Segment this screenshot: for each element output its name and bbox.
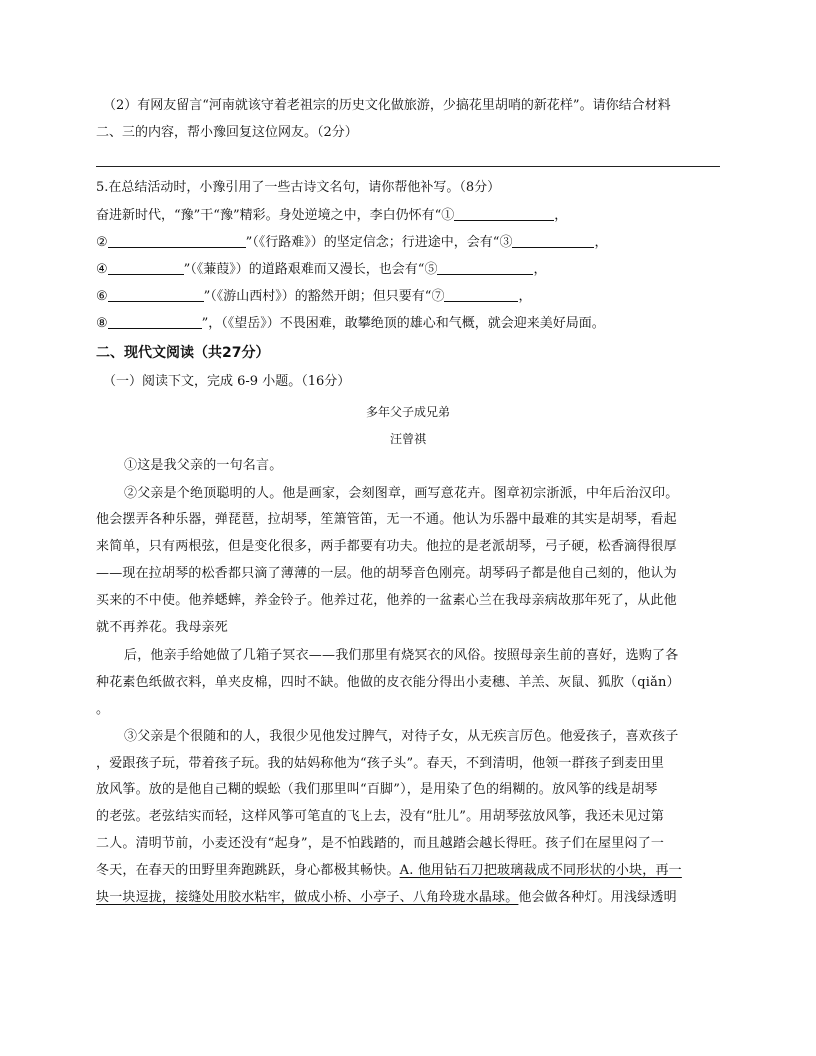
- q4-2-line2: 二、三的内容，帮小豫回复这位网友。（2分）: [96, 125, 358, 140]
- p3-line4: 的老弦。老弦结实而轻，这样风筝可笔直的飞上去，没有“肚儿”。用胡琴弦放风筝，我还未见过第: [96, 809, 665, 824]
- q5-row3-text: ”（《蒹葭》）的道路艰难而又漫长，也会有“⑤: [183, 262, 438, 277]
- blank-8[interactable]: [108, 314, 202, 329]
- p2-line4: ——现在拉胡琴的松香都只滴了薄薄的一层。他的胡琴音色刚亮。胡琴码子都是他自己刻的，他认为: [96, 566, 677, 581]
- p2-line7: 后，他亲手给她做了几箱子冥衣——我们那里有烧冥衣的风俗。按照母亲生前的喜好，选购了各: [124, 648, 679, 663]
- paragraph-1: ①这是我父亲的一句名言。: [124, 458, 283, 473]
- section-heading: 二、现代文阅读（共27分）: [96, 345, 270, 361]
- q5-row2: [96, 233, 607, 253]
- blank-4[interactable]: [108, 260, 184, 275]
- q5-row3-punct: ，: [533, 262, 547, 277]
- p2-line6: 就不再养花。我母亲死: [96, 620, 229, 635]
- p3-line2: ，爱跟孩子玩，带着孩子玩。我的姑妈称他为“孩子头”。春天，不到清明，他领一群孩子到麦田里: [96, 756, 665, 771]
- q5-row1: [96, 206, 567, 226]
- q5-row2-text: ”（《行路难》）的坚定信念；行进途中，会有“③: [245, 235, 513, 250]
- p3-line6: [96, 861, 682, 881]
- p3-line5: 二人。清明节前，小麦还没有“起身”，是不怕践踏的，而且越踏会越长得旺。孩子们在屋里闷了一: [96, 836, 665, 851]
- blank-3[interactable]: [512, 233, 594, 248]
- q5-row5: [96, 314, 605, 334]
- blank-6[interactable]: [108, 287, 204, 302]
- p2-line2: 他会摆弄各种乐器，弹琵琶，拉胡琴，笙箫管笛，无一不通。他认为乐器中最难的其实是胡琴，看起: [96, 512, 677, 527]
- section-sub: （一）阅读下文，完成 6-9 小题。（16分）: [103, 374, 351, 389]
- article-author: 汪曾祺: [389, 432, 426, 446]
- q5-row3: [96, 260, 546, 280]
- article-title: 多年父子成兄弟: [365, 405, 450, 419]
- answer-line[interactable]: [96, 166, 720, 167]
- q5-row1-text: 奋进新时代，“豫”干“豫”精彩。身处逆境之中，李白仍怀有“①: [96, 208, 455, 223]
- blank-5[interactable]: [437, 260, 533, 275]
- q5-row2-num: ②: [96, 235, 108, 250]
- q5-row4-punct: ，: [518, 289, 532, 304]
- p2-line8: 种花素色纸做衣料，单夹皮棉，四时不缺。他做的皮衣能分得出小麦穗、羊羔、灰鼠、狐肷（qiǎn）: [96, 675, 680, 690]
- p2-line3: 来简单，只有两根弦，但是变化很多，两手都要有功夫。他拉的是老派胡琴，弓子硬，松香滴得很厚: [96, 539, 677, 554]
- q5-row4: [96, 287, 531, 307]
- q5-row5-text: ”，（《望岳》）不畏困难，敢攀绝顶的雄心和气概，就会迎来美好局面。: [201, 316, 605, 331]
- p2-line9: 。: [96, 702, 110, 717]
- underlined-sentence-a-cont: 块一块逗拢，接缝处用胶水粘牢，做成小桥、小亭子、八角玲珑水晶球。: [96, 890, 519, 905]
- q5-title: 5.在总结活动时，小豫引用了一些古诗文名句，请你帮他补写。（8分）: [96, 180, 501, 195]
- q5-row3-num: ④: [96, 262, 108, 277]
- p2-line5: 买来的不中使。他养蟋蟀，养金铃子。他养过花，他养的一盆素心兰在我母亲病故那年死了，从此他: [96, 593, 677, 608]
- p3-line7-text: 他会做各种灯。用浅绿透明: [518, 890, 677, 905]
- blank-1[interactable]: [454, 206, 554, 221]
- blank-7[interactable]: [444, 287, 518, 302]
- p3-line6-text: 冬天，在春天的田野里奔跑跳跃，身心都极其畅快。: [96, 863, 400, 878]
- q5-row5-num: ⑧: [96, 316, 108, 331]
- q5-row4-text: ”（《游山西村》）的豁然开朗；但只要有“⑦: [203, 289, 445, 304]
- p3-line7: [96, 888, 677, 908]
- q4-2-line1: （2）有网友留言“河南就该守着老祖宗的历史文化做旅游，少搞花里胡哨的新花样”。请你结合材料: [103, 98, 671, 113]
- p3-line3: 放风筝。放的是他自己糊的蜈蚣（我们那里叫“百脚”），是用染了色的绢糊的。放风筝的线是胡琴: [96, 782, 658, 797]
- q5-row1-punct: ，: [554, 208, 568, 223]
- p3-line1: ③父亲是个很随和的人，我很少见他发过脾气，对待子女，从无疾言厉色。他爱孩子，喜欢孩子: [124, 729, 679, 744]
- blank-2[interactable]: [108, 233, 246, 248]
- p2-line1: ②父亲是个绝顶聪明的人。他是画家，会刻图章，画写意花卉。图章初宗浙派，中年后治汉印。: [124, 486, 679, 501]
- q5-row4-num: ⑥: [96, 289, 108, 304]
- q5-row2-punct: ，: [594, 235, 608, 250]
- underlined-sentence-a: A. 他用钻石刀把玻璃裁成不同形状的小块，再一: [399, 863, 682, 878]
